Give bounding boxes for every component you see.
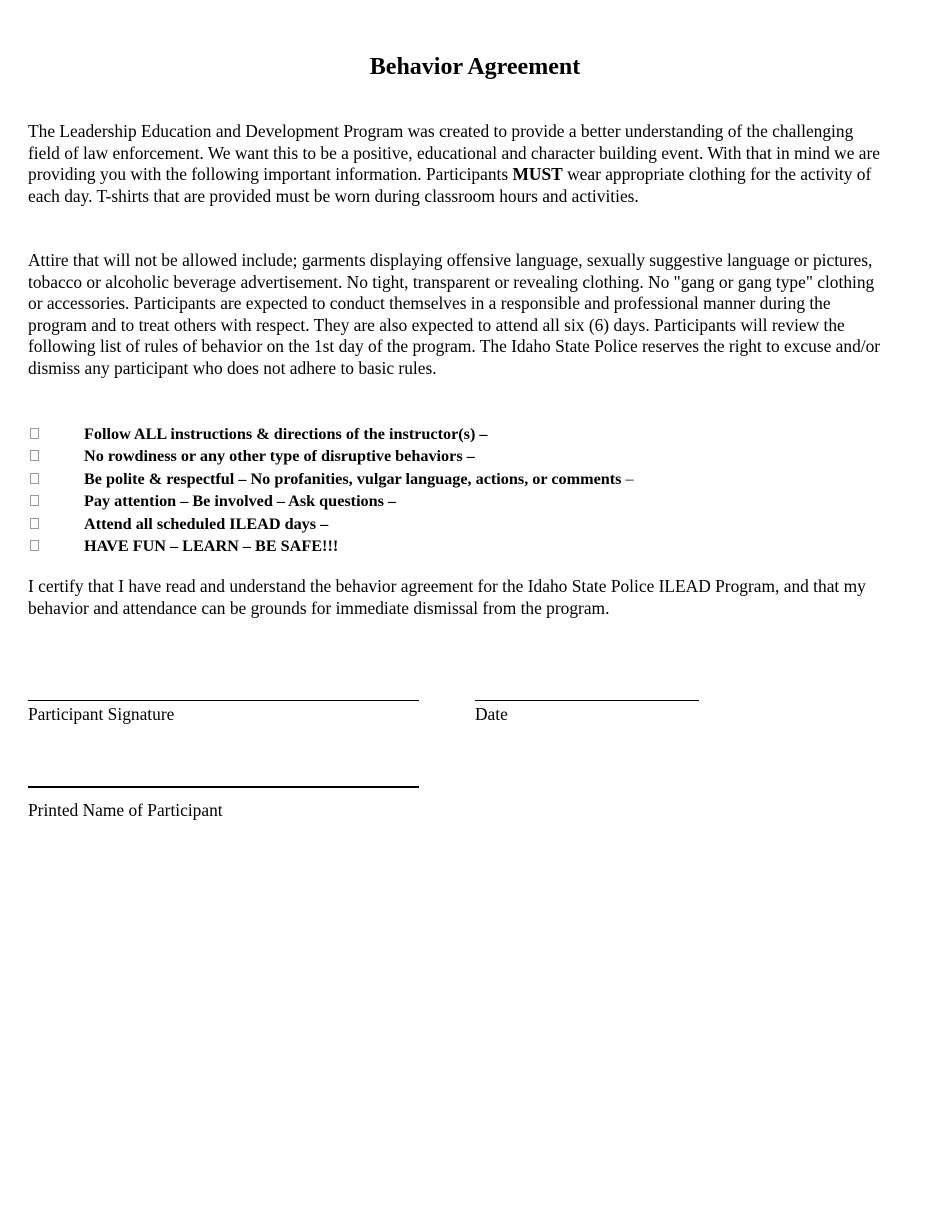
printed-name-label: Printed Name of Participant [28,800,223,820]
date-line[interactable] [475,700,699,701]
date-label: Date [475,704,508,724]
participant-signature-label: Participant Signature [28,704,175,724]
rule-item [28,535,908,557]
intro-text-end: wear appropriate clothing for the activity of each day. T-shirts that are provided must be worn during classroom hours and activities. [28,164,872,206]
rule-item [28,468,908,490]
rule-item [28,445,908,467]
rule-item [28,423,908,445]
attire-paragraph: Attire that will not be allowed include; garments displaying offensive language, sexually suggestive language or pictures, tobacco or alcoholic beverage advertisement. No tight, transparent or revealing clothing. No "gang or gang type" clothing or accessories. Participants are expected to conduct themselves in a responsible and professional manner during the program and to treat others with respect. They are also expected to attend all six (6) days. Participants will review the following list of rules of behavior on the 1st day of the program. The Idaho State Police reserves the right to excuse and/or dismiss any participant who does not adhere to basic rules. [28,250,881,378]
intro-text-start: The Leadership Education and Development Program was created to provide a better understanding of the challenging field of law enforcement. We want this to be a positive, educational and character building event. With that in mind we are providing you with the following important information. Participants [28,121,881,185]
intro-emphasis: MUST [512,164,563,185]
rule-text: Pay attention – Be involved – Ask questions – [84,492,397,511]
checkbox-icon[interactable] [30,450,39,461]
checkbox-icon[interactable] [30,428,39,439]
checkbox-icon[interactable] [30,518,39,529]
rule-item [28,513,908,535]
rule-text: Follow ALL instructions & directions of the instructor(s) – [84,425,488,443]
rules-list [28,423,908,557]
certification-paragraph: I certify that I have read and understand the behavior agreement for the Idaho State Police ILEAD Program, and that my behavior and attendance can be grounds for immediate dismissal from the program. [28,576,866,618]
rule-text: HAVE FUN – LEARN – BE SAFE!!! [84,536,339,555]
rule-text: No rowdiness or any other type of disruptive behaviors – [84,447,475,466]
checkbox-icon[interactable] [30,495,39,506]
checkbox-icon[interactable] [30,540,39,551]
rule-text: Attend all scheduled ILEAD days – [84,514,329,533]
printed-name-line[interactable] [28,786,419,788]
rule-item [28,490,908,512]
rule-text: Be polite & respectful – No profanities, vulgar language, actions, or comments – [84,469,634,488]
participant-signature-line[interactable] [28,700,419,701]
page-title: Behavior Agreement [369,54,581,80]
checkbox-icon[interactable] [30,473,39,484]
intro-paragraph [28,121,883,207]
